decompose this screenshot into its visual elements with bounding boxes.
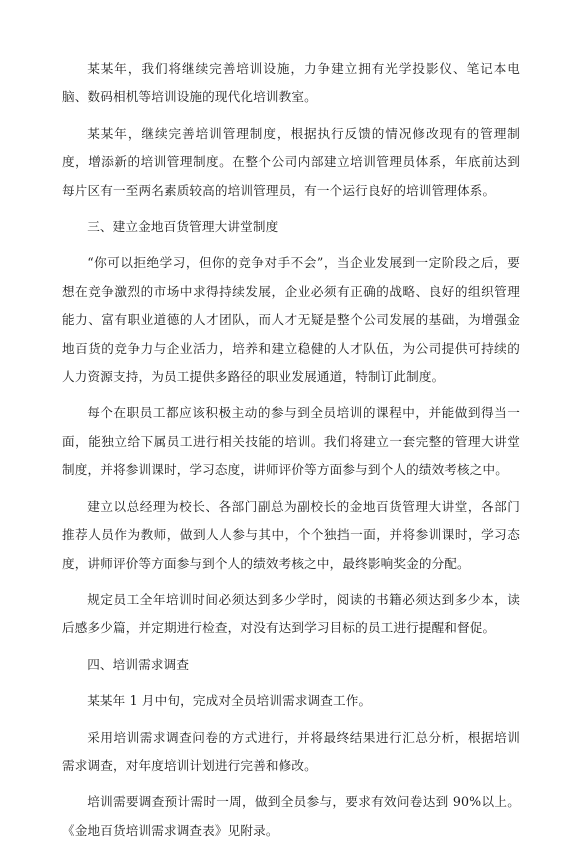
paragraph-lecture-hall-purpose: “你可以拒绝学习，但你的竞争对手不会”，当企业发展到一定阶段之后，要想在竞争激烈的市场中求得持续发展，企业必须有正确的战略、良好的组织管理能力、富有职业道德的人才团队，而人才无疑是整个公司发展的基础，为增强金地百货的竞争力与企业活力，培养和建立稳健的人才队伍，为公司提供可持续的人力资源支持，为员工提供多路径的职业发展通道，特制订此制度。: [62, 255, 520, 385]
paragraph-survey-method: 采用培训需求调查问卷的方式进行，并将最终结果进行汇总分析，根据培训需求调查，对年度培训计划进行完善和修改。: [62, 729, 520, 773]
paragraph-training-management-system: 某某年，继续完善培训管理制度，根据执行反馈的情况修改现有的管理制度，增添新的培训管理制度。在整个公司内部建立培训管理员体系，年底前达到每片区有一至两名素质较高的培训管理员，有一个运行良好的培训管理体系。: [62, 125, 520, 198]
paragraph-survey-timing: 某某年 1 月中旬，完成对全员培训需求调查工作。: [87, 693, 372, 709]
paragraph-employee-participation: 每个在职员工都应该积极主动的参与到全员培训的课程中，并能做到得当一面，能独立给下属员工进行相关技能的培训。我们将建立一套完整的管理大讲堂制度，并将参训课时，学习态度，讲师评价等方面参与到个人的绩效考核之中。: [62, 405, 520, 478]
paragraph-training-hours: 规定员工全年培训时间必须达到多少学时，阅读的书籍必须达到多少本，读后感多少篇，并定期进行检查，对没有达到学习目标的员工进行提醒和督促。: [62, 591, 520, 636]
paragraph-lecture-hall-structure: 建立以总经理为校长、各部门副总为副校长的金地百货管理大讲堂，各部门推荐人员作为教师，做到人人参与其中，个个独挡一面，并将参训课时，学习态度，讲师评价等方面参与到个人的绩效考核之中，最终影响奖金的分配。: [62, 498, 520, 571]
section-heading-lecture-hall: 三、建立金地百货管理大讲堂制度: [87, 219, 279, 235]
section-heading-needs-survey: 四、培训需求调查: [87, 656, 190, 672]
paragraph-training-facilities: 某某年，我们将继续完善培训设施，力争建立拥有光学投影仪、笔记本电脑、数码相机等培训设施的现代化培训教室。: [62, 61, 520, 105]
paragraph-survey-duration: 培训需要调查预计需时一周，做到全员参与，要求有效问卷达到 90%以上。 《金地百货培训需求调查表》见附录。: [62, 794, 520, 838]
